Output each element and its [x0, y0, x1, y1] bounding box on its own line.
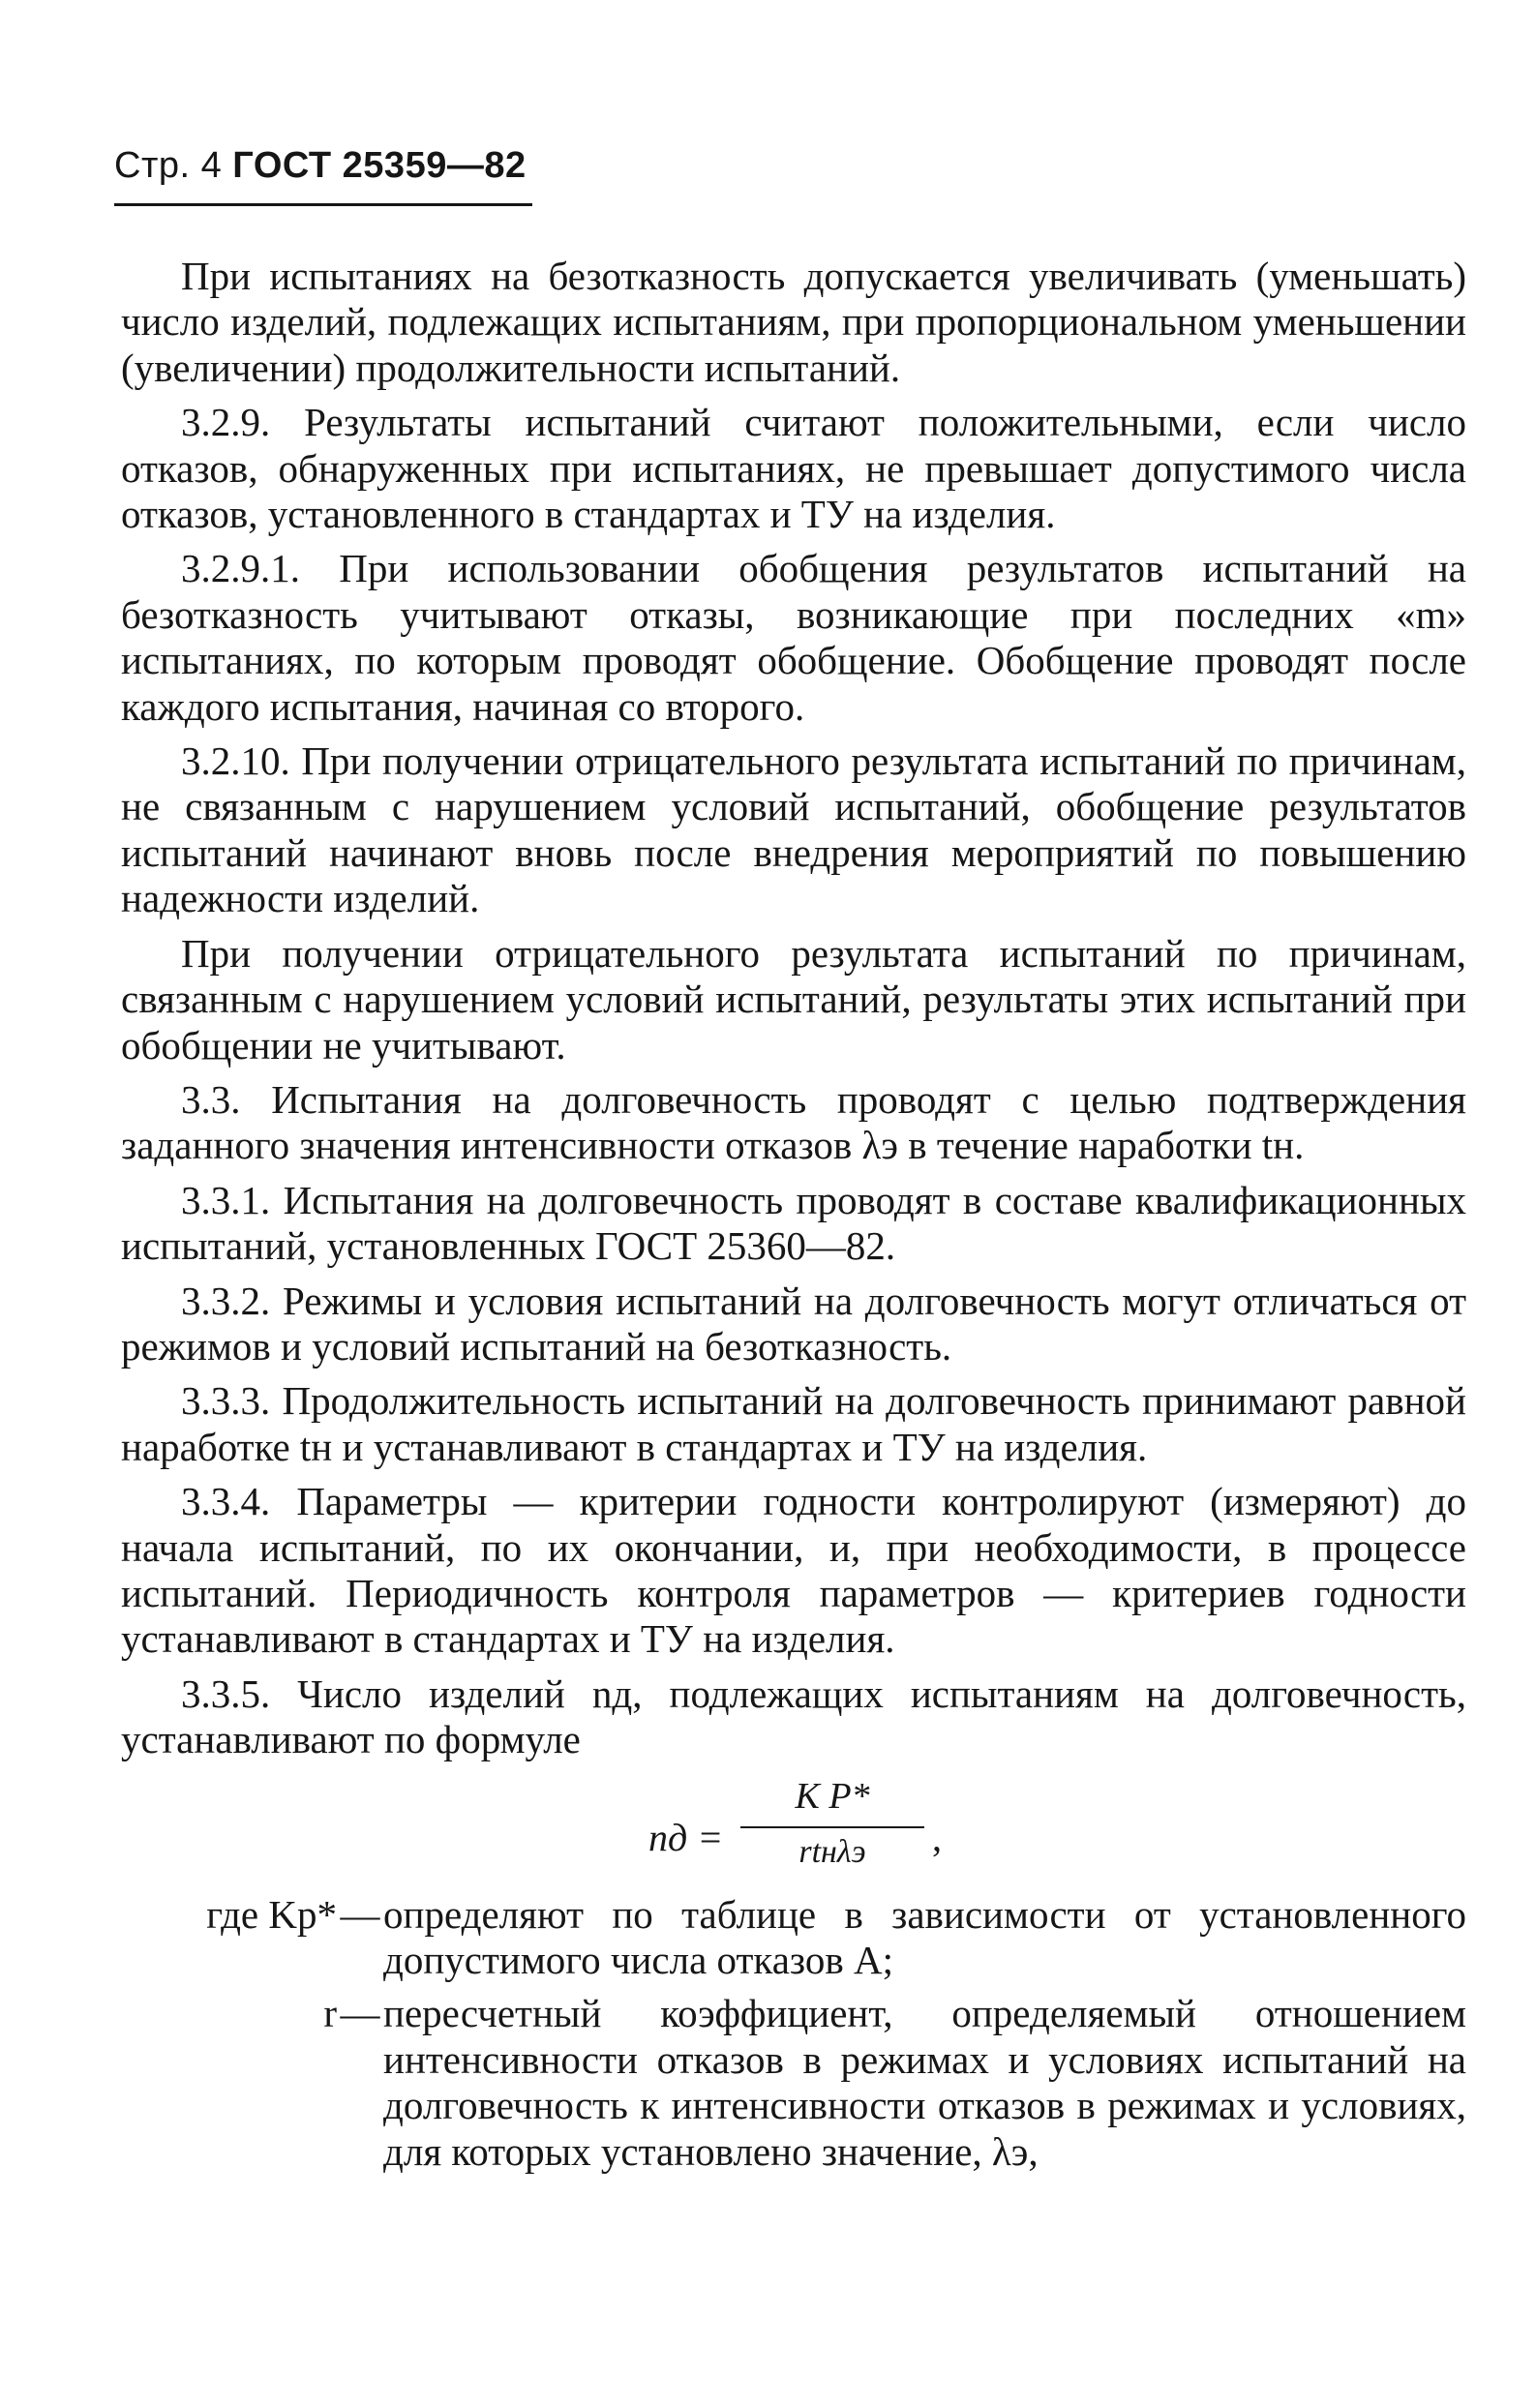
document-body — [121, 254, 1466, 2182]
paragraph-3-2-9-1: 3.2.9.1. При использовании обобщения результатов испытаний на безотказность учитывают отказы, возникающие при последних «m» испытаниях, по которым проводят обобщение. Обобщение проводят после каждого испытания, начиная со второго. — [121, 546, 1466, 729]
page-number: Стр. 4 — [114, 145, 223, 186]
definition-r — [121, 1991, 1466, 2175]
paragraph-3-3: 3.3. Испытания на долговечность проводят с целью подтверждения заданного значения интенсивности отказов λэ в течение наработки tн. — [121, 1076, 1466, 1168]
fraction-bar — [740, 1826, 924, 1828]
definitions-list — [121, 1892, 1466, 2175]
definition-term: где Kp* — [206, 1891, 337, 1937]
paragraph-3-2-9: 3.2.9. Результаты испытаний считают положительными, если число отказов, обнаруженных при испытаниях, не превышает допустимого числа отказов, установленного в стандартах и ТУ на изделия. — [121, 400, 1466, 537]
paragraph-3-3-5: 3.3.5. Число изделий nд, подлежащих испытаниям на долговечность, устанавливают по формуле — [121, 1671, 1466, 1762]
standard-number: ГОСТ 25359—82 — [232, 145, 527, 186]
definition-dash: — — [340, 1991, 380, 2036]
definition-kp — [121, 1892, 1466, 1984]
paragraph-3-3-3: 3.3.3. Продолжительность испытаний на долговечность принимают равной наработке tн и устанавливают в стандартах и ТУ на изделия. — [121, 1378, 1466, 1469]
formula-denominator: rtнλэ — [798, 1833, 866, 1870]
formula-lhs: nд = — [648, 1815, 724, 1859]
page-header — [114, 145, 527, 187]
definition-term: r — [323, 1991, 337, 2036]
paragraph-3-2-10: 3.2.10. При получении отрицательного результата испытаний по причинам, не связанным с нарушением условий испытаний, обобщение результатов испытаний начинают вновь после внедрения мероприятий по повышению надежности изделий. — [121, 738, 1466, 921]
formula-nd — [121, 1772, 1466, 1886]
paragraph-3-3-2: 3.3.2. Режимы и условия испытаний на долговечность могут отличаться от режимов и условий испытаний на безотказность. — [121, 1278, 1466, 1369]
header-divider — [114, 203, 532, 206]
formula-numerator: K P* — [795, 1775, 870, 1817]
definition-dash: — — [340, 1891, 380, 1937]
paragraph-intro: При испытаниях на безотказность допускается увеличивать (уменьшать) число изделий, подлежащих испытаниям, при пропорциональном уменьшении (увеличении) продолжительности испытаний. — [121, 254, 1466, 390]
formula-fraction — [740, 1772, 924, 1873]
paragraph-3-2-10-note: При получении отрицательного результата испытаний по причинам, связанным с нарушением условий испытаний, результаты этих испытаний при обобщении не учитывают. — [121, 930, 1466, 1068]
definition-text: пересчетный коэффициент, определяемый отношением интенсивности отказов в режимах и условиях испытаний на долговечность к интенсивности отказов в режимах и условиях, для которых установлено значение, λэ, — [383, 1991, 1466, 2174]
definition-text: определяют по таблице в зависимости от установленного допустимого числа отказов A; — [383, 1891, 1466, 1982]
paragraph-3-3-1: 3.3.1. Испытания на долговечность проводят в составе квалификационных испытаний, установленных ГОСТ 25360—82. — [121, 1177, 1466, 1269]
formula-comma: , — [932, 1815, 942, 1859]
paragraph-3-3-4: 3.3.4. Параметры — критерии годности контролируют (измеряют) до начала испытаний, по их окончании, и, при необходимости, в процессе испытаний. Периодичность контроля параметров — критериев годности устанавливают в стандартах и ТУ на изделия. — [121, 1479, 1466, 1662]
